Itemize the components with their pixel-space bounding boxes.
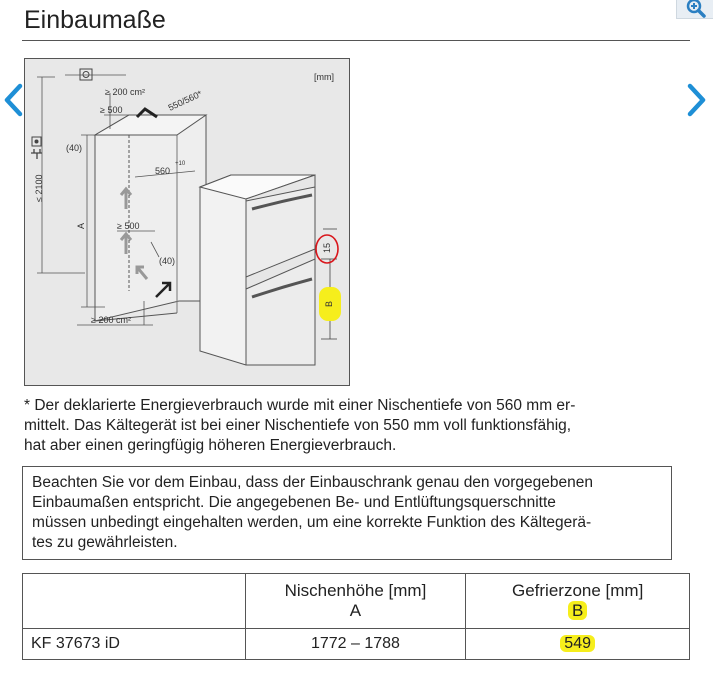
niche-depth-label: 550/560* xyxy=(166,88,204,113)
installation-drawing xyxy=(25,59,349,385)
next-image-button[interactable] xyxy=(687,83,707,117)
inner-depth-label: ≥ 500 xyxy=(117,221,140,231)
ventilation-icon xyxy=(80,69,92,80)
unit-label: [mm] xyxy=(314,72,334,82)
page-title: Einbaumaße xyxy=(24,6,166,34)
vent-top-label: ≥ 200 cm² xyxy=(105,87,145,97)
energy-footnote xyxy=(24,396,624,456)
footnote-line: * Der deklarierte Energieverbrauch wurde mit einer Nischentiefe von 560 mm er- xyxy=(24,397,576,414)
niche-height-label: A xyxy=(76,222,86,229)
footnote-line: mittelt. Das Kältegerät ist bei einer Nischentiefe von 550 mm voll funktionsfähig, xyxy=(24,417,572,434)
width-tolerance-label: +10 xyxy=(175,161,186,167)
dim-b-label: B xyxy=(324,300,334,307)
cell-niche-height: 1772 – 1788 xyxy=(245,629,466,660)
gap-top-label: (40) xyxy=(66,143,83,153)
vent-bottom-label: ≥ 200 cm² xyxy=(91,315,131,325)
dim-15-label: 15 xyxy=(322,242,332,253)
prev-image-button[interactable] xyxy=(3,83,23,117)
zoom-in-icon xyxy=(677,0,713,18)
chevron-left-icon xyxy=(3,83,23,117)
max-height-label: ≤ 2100 xyxy=(34,174,44,202)
cell-model: KF 37673 iD xyxy=(23,629,246,660)
width-label: 560 xyxy=(155,166,171,176)
header-freezer-zone-title: Gefrierzone [mm] xyxy=(511,581,644,600)
cell-freezer-zone: 549 xyxy=(560,635,595,652)
notice-line: müssen unbedingt eingehalten werden, um eine korrekte Funktion des Kältegerä- xyxy=(32,514,592,531)
notice-line: tes zu gewährleisten. xyxy=(32,534,178,551)
niche-cabinet xyxy=(95,115,206,321)
notice-line: Beachten Sie vor dem Einbau, dass der Einbauschrank genau den vorgegebenen xyxy=(32,474,593,491)
header-freezer-zone-symbol: B xyxy=(568,601,587,620)
appliance-illustration xyxy=(200,175,315,365)
zoom-button[interactable] xyxy=(676,0,713,19)
footnote-line: hat aber einen geringfügig höheren Energieverbrauch. xyxy=(24,437,397,454)
chevron-right-icon xyxy=(687,83,707,117)
table-header-row xyxy=(23,574,690,629)
installation-notice xyxy=(22,466,672,560)
header-model xyxy=(23,574,246,629)
title-divider xyxy=(22,40,690,41)
gap-bottom-label: (40) xyxy=(159,256,176,266)
installation-diagram xyxy=(24,58,350,386)
dimensions-table xyxy=(22,573,690,660)
socket-icon xyxy=(31,137,42,159)
depth-top-label: ≥ 500 xyxy=(100,105,123,115)
notice-line: Einbaumaßen entspricht. Die angegebenen Be- und Entlüftungsquerschnitte xyxy=(32,494,556,511)
table-row xyxy=(23,629,690,660)
header-niche-height-symbol: A xyxy=(349,601,362,620)
header-freezer-zone xyxy=(466,574,690,629)
header-niche-height xyxy=(245,574,466,629)
header-niche-height-title: Nischenhöhe [mm] xyxy=(284,581,427,600)
